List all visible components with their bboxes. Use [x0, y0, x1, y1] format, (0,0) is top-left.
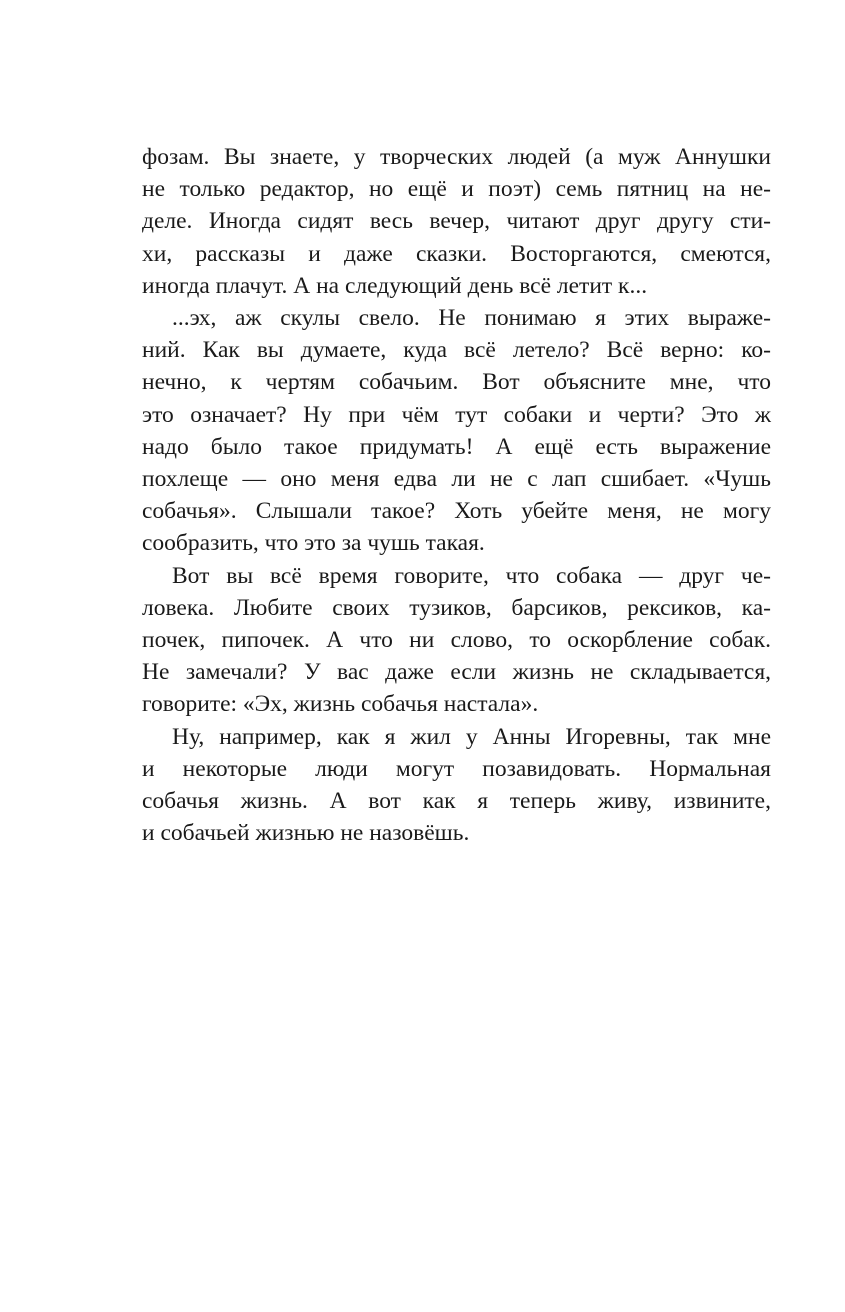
text-line: Ну, например, как я жил у Анны Игоревны, так мне	[172, 723, 771, 750]
paragraph-4	[142, 721, 771, 850]
text-line: сообразить, что это за чушь такая.	[142, 530, 485, 557]
paragraph-1	[142, 141, 771, 302]
text-line: надо было такое придумать! А ещё есть выражение	[142, 433, 771, 460]
text-line: нечно, к чертям собачьим. Вот объясните мне, что	[142, 369, 771, 396]
body-text	[142, 141, 771, 849]
text-line: не только редактор, но ещё и поэт) семь пятниц на не-	[142, 176, 771, 203]
paragraph-3	[142, 560, 771, 721]
text-line: ...эх, аж скулы свело. Не понимаю я этих выраже-	[172, 305, 771, 332]
text-line: фозам. Вы знаете, у творческих людей (а муж Аннушки	[142, 144, 771, 170]
text-line: и некоторые люди могут позавидовать. Нормальная	[142, 755, 771, 782]
text-line: Вот вы всё время говорите, что собака — друг че-	[172, 562, 771, 589]
text-line: и собачьей жизнью не назовёшь.	[142, 820, 470, 847]
text-line: хи, рассказы и даже сказки. Восторгаются, смеются,	[142, 240, 771, 267]
text-line: собачья жизнь. А вот как я теперь живу, извините,	[142, 788, 771, 815]
text-line: почек, пипочек. А что ни слово, то оскорбление собак.	[142, 627, 771, 654]
text-line: это означает? Ну при чём тут собаки и черти? Это ж	[142, 401, 771, 428]
text-line: говорите: «Эх, жизнь собачья настала».	[142, 691, 539, 718]
text-line: ний. Как вы думаете, куда всё летело? Всё верно: ко-	[142, 337, 771, 364]
text-line: иногда плачут. А на следующий день всё летит к...	[142, 272, 648, 299]
text-line: ловека. Любите своих тузиков, барсиков, рексиков, ка-	[142, 594, 771, 621]
text-line: похлеще — оно меня едва ли не с лап сшибает. «Чушь	[142, 466, 771, 493]
text-line: собачья». Слышали такое? Хоть убейте меня, не могу	[142, 498, 771, 525]
text-line: Не замечали? У вас даже если жизнь не складывается,	[142, 659, 771, 686]
text-line: деле. Иногда сидят весь вечер, читают друг другу сти-	[142, 208, 771, 235]
paragraph-2	[142, 302, 771, 560]
